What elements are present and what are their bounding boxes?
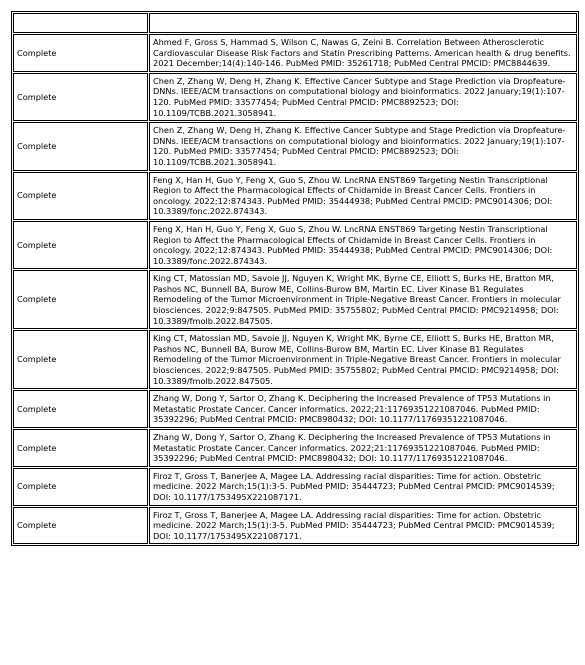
status-cell: Complete: [13, 73, 148, 121]
table-row: [13, 429, 577, 467]
table-row: [13, 468, 577, 506]
citation-cell: King CT, Matossian MD, Savoie JJ, Nguyen K, Wright MK, Byrne CE, Elliott S, Burks HE, Bratton MR, Pashos NC, Bunnell BA, Burow ME, Collins-Burow BM, Martin EC. Liver Kinase B1 Regulates Remodeling of the Tumor Microenvironment in Triple-Negative Breast Cancer. Frontiers in molecular biosciences. 2022;9:847505. PubMed PMID: 35755802; PubMed Central PMCID: PMC9214958; DOI: 10.3389/fmolb.2022.847505.: [149, 330, 577, 389]
citation-cell: Feng X, Han H, Guo Y, Feng X, Guo S, Zhou W. LncRNA ENST869 Targeting Nestin Transcriptional Region to Affect the Pharmacological Effects of Chidamide in Breast Cancer Cells. Frontiers in oncology. 2022;12:874343. PubMed PMID: 35444938; PubMed Central PMCID: PMC9014306; DOI: 10.3389/fonc.2022.874343.: [149, 221, 577, 269]
table-row: [13, 122, 577, 170]
publications-table: [11, 11, 579, 546]
status-cell: Complete: [13, 429, 148, 467]
table-header-row: [13, 13, 577, 33]
citation-cell: King CT, Matossian MD, Savoie JJ, Nguyen K, Wright MK, Byrne CE, Elliott S, Burks HE, Bratton MR, Pashos NC, Bunnell BA, Burow ME, Collins-Burow BM, Martin EC. Liver Kinase B1 Regulates Remodeling of the Tumor Microenvironment in Triple-Negative Breast Cancer. Frontiers in molecular biosciences. 2022;9:847505. PubMed PMID: 35755802; PubMed Central PMCID: PMC9214958; DOI: 10.3389/fmolb.2022.847505.: [149, 270, 577, 329]
table-row: [13, 73, 577, 121]
status-cell: Complete: [13, 390, 148, 428]
publications-table-body: [13, 13, 577, 544]
table-row: [13, 390, 577, 428]
status-cell: Complete: [13, 122, 148, 170]
citation-cell: Feng X, Han H, Guo Y, Feng X, Guo S, Zhou W. LncRNA ENST869 Targeting Nestin Transcriptional Region to Affect the Pharmacological Effects of Chidamide in Breast Cancer Cells. Frontiers in oncology. 2022;12:874343. PubMed PMID: 35444938; PubMed Central PMCID: PMC9014306; DOI: 10.3389/fonc.2022.874343.: [149, 172, 577, 220]
citation-cell: Chen Z, Zhang W, Deng H, Zhang K. Effective Cancer Subtype and Stage Prediction via Dropfeature-DNNs. IEEE/ACM transactions on computational biology and bioinformatics. 2022 January;19(1):107-120. PubMed PMID: 33577454; PubMed Central PMCID: PMC8892523; DOI: 10.1109/TCBB.2021.3058941.: [149, 73, 577, 121]
citation-cell: Firoz T, Gross T, Banerjee A, Magee LA. Addressing racial disparities: Time for action. Obstetric medicine. 2022 March;15(1):3-5. PubMed PMID: 35444723; PubMed Central PMCID: PMC9014539; DOI: 10.1177/1753495X221087171.: [149, 468, 577, 506]
status-cell: Complete: [13, 34, 148, 72]
header-cell-citation: [149, 13, 577, 33]
table-row: [13, 270, 577, 329]
citation-cell: Zhang W, Dong Y, Sartor O, Zhang K. Deciphering the Increased Prevalence of TP53 Mutations in Metastatic Prostate Cancer. Cancer informatics. 2022;21:11769351221087046. PubMed PMID: 35392296; PubMed Central PMCID: PMC8980432; DOI: 10.1177/11769351221087046.: [149, 429, 577, 467]
status-cell: Complete: [13, 507, 148, 545]
table-row: [13, 34, 577, 72]
status-cell: Complete: [13, 172, 148, 220]
citation-cell: Chen Z, Zhang W, Deng H, Zhang K. Effective Cancer Subtype and Stage Prediction via Dropfeature-DNNs. IEEE/ACM transactions on computational biology and bioinformatics. 2022 January;19(1):107-120. PubMed PMID: 33577454; PubMed Central PMCID: PMC8892523; DOI: 10.1109/TCBB.2021.3058941.: [149, 122, 577, 170]
table-row: [13, 172, 577, 220]
status-cell: Complete: [13, 330, 148, 389]
status-cell: Complete: [13, 468, 148, 506]
header-cell-status: [13, 13, 148, 33]
table-row: [13, 330, 577, 389]
citation-cell: Firoz T, Gross T, Banerjee A, Magee LA. Addressing racial disparities: Time for action. Obstetric medicine. 2022 March;15(1):3-5. PubMed PMID: 35444723; PubMed Central PMCID: PMC9014539; DOI: 10.1177/1753495X221087171.: [149, 507, 577, 545]
status-cell: Complete: [13, 270, 148, 329]
table-row: [13, 507, 577, 545]
citation-cell: Ahmed F, Gross S, Hammad S, Wilson C, Nawas G, Zeini B. Correlation Between Atherosclerotic Cardiovascular Disease Risk Factors and Statin Prescribing Patterns. American health & drug benefits. 2021 December;14(4):140-146. PubMed PMID: 35261718; PubMed Central PMCID: PMC8844639.: [149, 34, 577, 72]
status-cell: Complete: [13, 221, 148, 269]
citation-cell: Zhang W, Dong Y, Sartor O, Zhang K. Deciphering the Increased Prevalence of TP53 Mutations in Metastatic Prostate Cancer. Cancer informatics. 2022;21:11769351221087046. PubMed PMID: 35392296; PubMed Central PMCID: PMC8980432; DOI: 10.1177/11769351221087046.: [149, 390, 577, 428]
table-row: [13, 221, 577, 269]
